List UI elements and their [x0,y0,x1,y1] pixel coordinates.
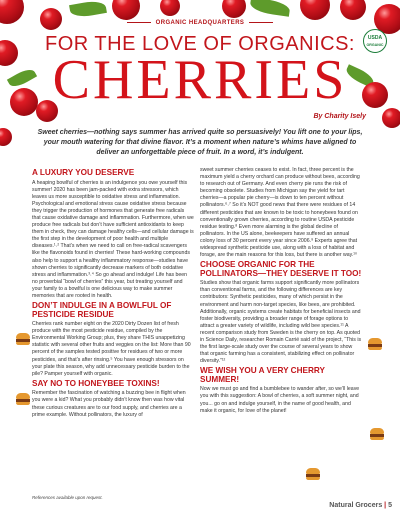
publication-name: Natural Grocers [329,502,383,509]
paragraph-pollinators: Studies show that organic farms support significantly more pollinators than conventional farms, and the following differences are key contributors: Synthetic pesticides, many of which persist in the environment and harm non-target species, like bees, are prohibited. Additionally, organic systems create habitats for beneficial insects and foster biodiversity, providing a broader range of forage options to attract a greater variety of wildlife, including wild bee species.¹¹ A recent comparison study from Sweden is the cherry on top. As quoted in Science Daily, researcher Romain Carrié said of the project, “This is the first large-scale study over the course of several years to show that organic farming has a consistent, stabilizing effect on pollinator diversity.”¹² [200,280,362,365]
heading-luxury: A LUXURY YOU DESERVE [32,168,135,177]
burger-icon-5 [306,468,320,480]
paragraph-honeybee-start: Remember the fascination of watching a buzzing bee in flight when you were a kid? What you probably didn’t know then was how vital these curious creatures are to our food supply, and cherries are a prime example. Without pollinators, the luxury of [32,390,186,418]
burger-icon-2 [16,393,30,405]
heading-summer: WE WISH YOU A VERY CHERRY SUMMER! [200,366,325,384]
paragraph-summer: Now we must go and find a bumblebee to wander after, so we’ll leave you with this suggestion: A bowl of cherries, a soft summer night, and you... go on and indulge yourself, in the name of good health, and make it organic, for love of the planet! [200,386,360,414]
article-title: CHERRIES [52,49,348,111]
article-subtitle: FOR THE LOVE OF ORGANICS: [45,33,355,55]
heading-honeybee: SAY NO TO HONEYBEE TOXINS! [32,378,160,388]
references-note: References available upon request. [32,495,103,500]
burger-icon-4 [370,428,384,440]
page-folio: Natural Grocers | 5 [329,502,392,509]
column-left [32,167,194,421]
byline: By Charity Isely [313,113,366,120]
burger-icon-3 [368,338,382,350]
paragraph-pesticide: Cherries rank number eight on the 2020 Dirty Dozen list of fresh produce with the most pesticide residue, compiled by the Environmental Working Group; plus, they share THIS unappetizing statistic with several other fruits and veggies on the list: More than 90 percent of the samples tested positive for residues of two or more pesticides, and that’s after rinsing.⁵ You have enough stressors on your plate this season, why add unnecessary pesticide burden to the pile? Pamper yourself with organic. [32,321,191,377]
page-number: 5 [388,502,392,509]
paragraph-luxury: A heaping bowlful of cherries is an indulgence you owe yourself this summer! 2020 has been jam-packed with extra stressors, which leaves us more susceptible to oxidative stress and inflammation. Psychological and emotional stress cause oxidative stress because they trigger the production of hormones that generate free radicals that cause oxidative damage and inflammation. Furthermore, when we produce free radicals but don’t have sufficient antioxidants to keep them in check, they can damage healthy cells—and cellular damage is the first step in the development of poor health and multiple diseases.¹˒² That’s when we need to call on free-radical scavengers like the flavonoids found in cherries! These hard-working compounds also help to support a healthy inflammatory response—studies have shown cherries to significantly decrease markers of both oxidative stress and inflammation.³˒⁴ So go ahead and indulge! Life has been no proverbial “bowl of cherries” this year, but treating yourself and your family to a bowlful is one delicious way to make summer memories that are rooted in health. [32,179,194,299]
paragraph-honeybee-cont: sweet summer cherries ceases to exist. In fact, three percent is the maximum yield a cherry orchard can produce without bees, according to research out of Germany. And even cherry pie runs the risk of becoming obsolete. Studies from Michigan say the yield for tart cherries—a popular pie cherry—is down to ten percent without pollinators.⁶˒⁷ So it’s NOT good news that there were residues of 14 different pesticides that are known to be toxic to honeybees found on conventionally grown cherries, according to routine USDA pesticide residue testing.⁸ Even more alarming is the global decline of pollinators. In the US alone, beekeepers have suffered an annual colony loss of 30 percent every year since 2006.⁹ Experts agree that widespread synthetic pesticide use, along with a loss of habitat and forage, are the main reasons for this loss, but there is another way.¹⁰ [200,167,360,259]
heading-pesticide: DON’T INDULGE IN A BOWLFUL OF PESTICIDE RESIDUE [32,301,172,319]
article-intro: Sweet cherries—nothing says summer has arrived quite so persuasively! You lift one to your lips, your mouth watering for that divine flavor. It’s a moment when nature’s whims have aligned to deliver an unforgettable piece of fruit. In a word, it’s indulgent. [37,129,363,156]
kicker-text: ORGANIC HEADQUARTERS [155,20,245,26]
burger-icon [16,333,30,345]
section-kicker [0,20,400,26]
column-right [200,167,362,417]
usda-organic-seal: USDA ORGANIC [363,29,387,53]
heading-pollinators: CHOOSE ORGANIC FOR THE POLLINATORS—THEY DESERVE IT TOO! [200,260,362,278]
